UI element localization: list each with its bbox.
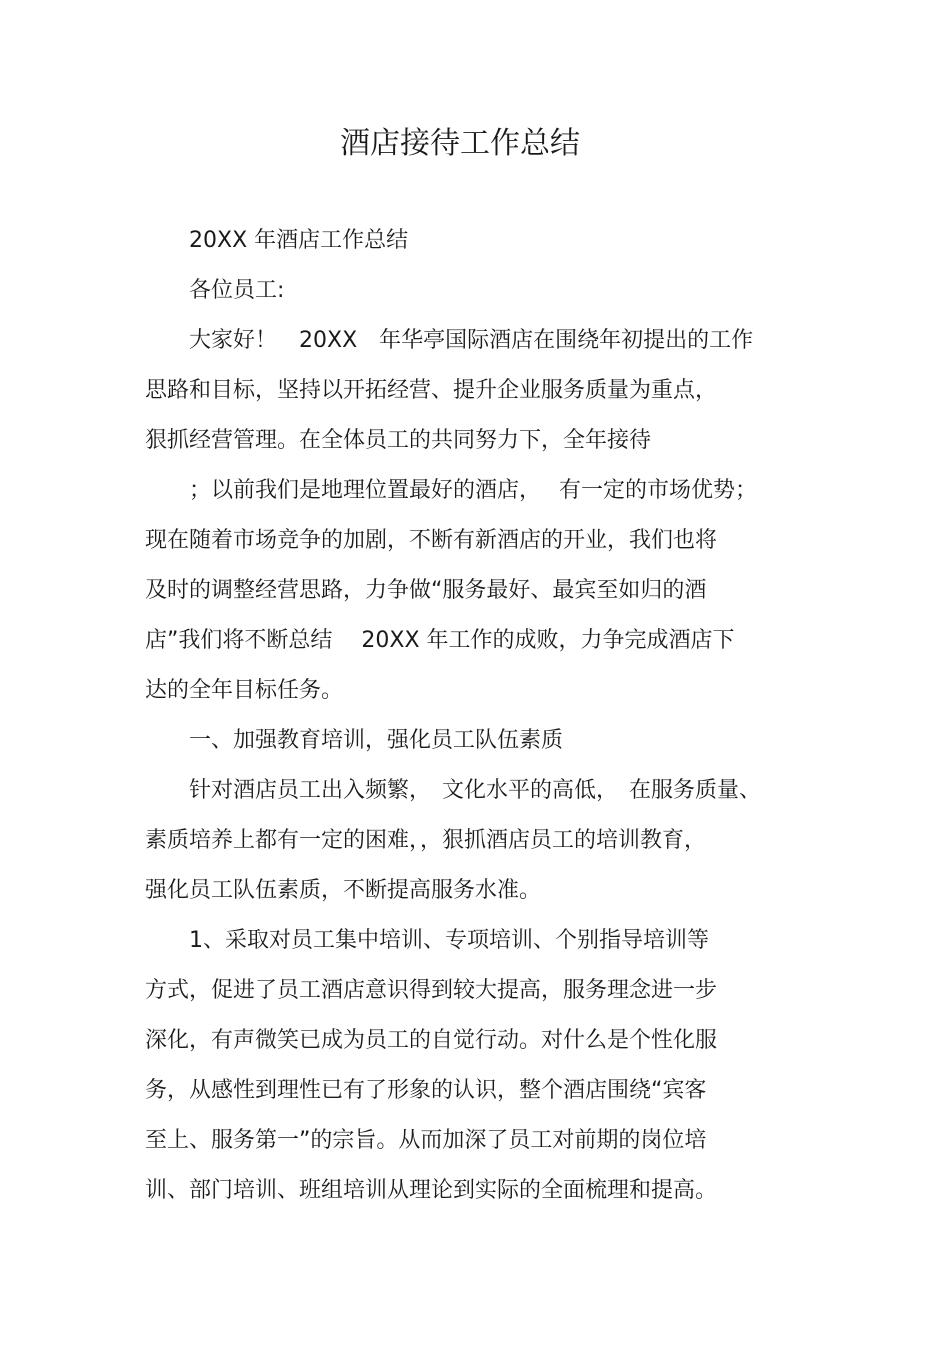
body-line: 达的全年目标任务。 [145, 678, 344, 703]
section-heading: 一、加强教育培训，强化员工队伍素质 [145, 728, 564, 753]
body-line: 店”我们将不断总结 20XX 年工作的成败，力争完成酒店下 [145, 628, 735, 653]
document-title: 酒店接待工作总结 [340, 126, 580, 161]
body-line: 至上、服务第一”的宗旨。从而加深了员工对前期的岗位培 [145, 1128, 707, 1153]
body-line: 方式，促进了员工酒店意识得到较大提高，服务理念进一步 [145, 978, 718, 1003]
body-line: 素质培养上都有一定的困难，，狠抓酒店员工的培训教育， [145, 828, 707, 853]
body-line: 深化，有声微笑已成为员工的自觉行动。对什么是个性化服 [145, 1028, 718, 1053]
body-line: 思路和目标，坚持以开拓经营、提升企业服务质量为重点， [145, 378, 718, 403]
body-line: 狠抓经营管理。在全体员工的共同努力下，全年接待 [145, 428, 652, 453]
body-line: 训、部门培训、班组培训从理论到实际的全面梳理和提高。 [145, 1178, 718, 1203]
body-line: 务，从感性到理性已有了形象的认识，整个酒店围绕“宾客 [145, 1078, 707, 1103]
body-line: 各位员工: [145, 278, 285, 303]
body-line: 及时的调整经营思路，力争做“服务最好、最宾至如归的酒 [145, 578, 707, 603]
body-line: ；以前我们是地理位置最好的酒店， 有一定的市场优势； [145, 478, 757, 503]
body-line: 强化员工队伍素质，不断提高服务水准。 [145, 878, 542, 903]
body-line: 大家好！ 20XX 年华亭国际酒店在围绕年初提出的工作 [145, 328, 754, 353]
body-line: 现在随着市场竞争的加剧，不断有新酒店的开业，我们也将 [145, 528, 718, 553]
body-line: 1、采取对员工集中培训、专项培训、个别指导培训等 [145, 928, 709, 953]
body-line: 针对酒店员工出入频繁， 文化水平的高低， 在服务质量、 [145, 778, 762, 803]
body-line: 20XX 年酒店工作总结 [145, 228, 409, 253]
